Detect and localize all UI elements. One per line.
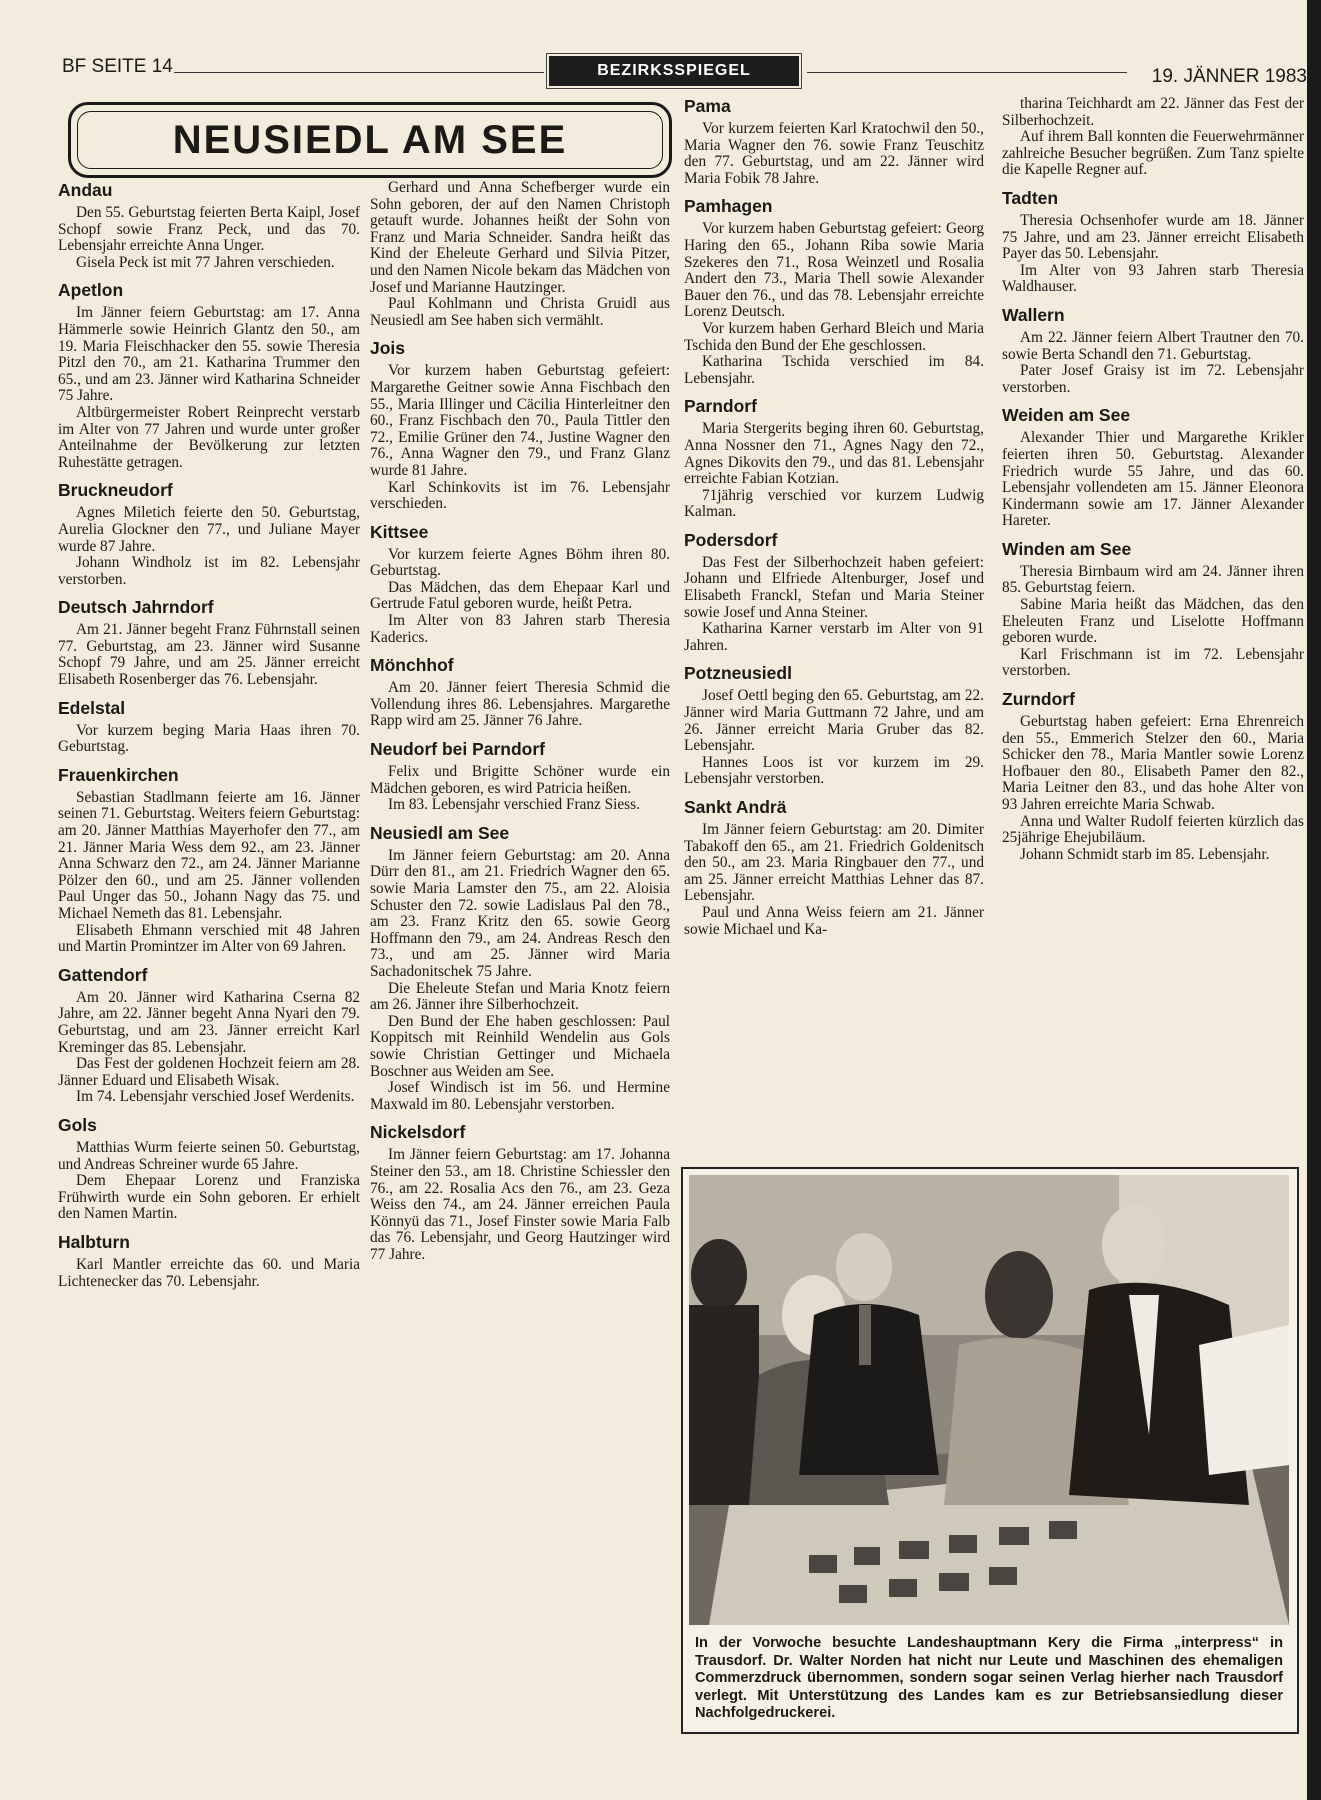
- column-2: [370, 180, 670, 1263]
- paragraph: Vor kurzem haben Gerhard Bleich und Maria Tschida den Bund der Ehe geschlossen.: [684, 319, 984, 354]
- section-banner: BEZIRKSSPIEGEL: [549, 56, 799, 86]
- paragraph: Vor kurzem feierten Karl Kratochwil den 50., Maria Wagner den 76. sowie Franz Teuschitz den 77. Geburtstag, und am 22. Jänner wird Maria Fobik 78 Jahre.: [684, 120, 984, 187]
- section-heading: Apetlon: [58, 280, 124, 301]
- paragraph: Am 20. Jänner feiert Theresia Schmid die Vollendung ihres 86. Lebensjahres. Margarethe Rapp wird am 25. Jänner 76 Jahre.: [370, 679, 670, 730]
- photo-illustration: [689, 1175, 1289, 1625]
- column-1: [58, 180, 360, 1290]
- paragraph: Vor kurzem haben Geburtstag gefeiert: Georg Haring den 65., Johann Riba sowie Maria Szekeres den 71., Rosa Weinzetl und Rosalia Andert den 73., Maria Thell sowie Alexander Bauer den 76., und das 78. Lebensjahr erreichte Lorenz Deutsch.: [684, 220, 984, 321]
- header-rule-right: [807, 72, 1127, 73]
- paragraph: Hannes Loos ist vor kurzem im 29. Lebensjahr verstorben.: [684, 753, 984, 788]
- paragraph: Auf ihrem Ball konnten die Feuerwehrmänner zahlreiche Besucher begrüßen. Zum Tanz spielte die Kapelle Regner auf.: [1002, 128, 1304, 179]
- paragraph: Alexander Thier und Margarethe Krikler feierten ihren 50. Geburtstag. Alexander Friedrich wurde 55 Jahre, und das 60. Lebensjahr vollendeten am 15. Jänner Eleonora Kindermann sowie am 17. Jänner Alexander Hareter.: [1002, 429, 1304, 530]
- article-section: [370, 739, 670, 814]
- paragraph: 71jährig verschied vor kurzem Ludwig Kalman.: [684, 486, 984, 521]
- article-section: [1002, 539, 1304, 680]
- article-section: [58, 180, 360, 271]
- paragraph: Karl Schinkovits ist im 76. Lebensjahr verschieden.: [370, 478, 670, 513]
- article-section: [58, 965, 360, 1106]
- section-heading: Winden am See: [1002, 538, 1132, 559]
- section-heading: Jois: [370, 338, 406, 359]
- paragraph: tharina Teichhardt am 22. Jänner das Fest der Silberhochzeit.: [1002, 95, 1304, 129]
- district-title-box: [68, 102, 672, 178]
- column-3: [684, 96, 984, 938]
- paragraph: Geburtstag haben gefeiert: Erna Ehrenreich den 55., Emmerich Stelzer den 60., Maria Schicker den 78., Maria Mantler sowie Lorenz Hofbauer den 80., Elisabeth Pamer den 82., Maria Leitner den 83., und das hohe Alter von 93 Jahren erreichte Maria Schwab.: [1002, 713, 1304, 813]
- paragraph: Maria Stergerits beging ihren 60. Geburtstag, Anna Nossner den 71., Agnes Nagy den 72., Agnes Dikovits den 79., und das 81. Lebensjahr erreichte Fabian Kotzian.: [684, 420, 984, 488]
- article-section: [58, 280, 360, 471]
- article-section: [684, 396, 984, 521]
- article-section: [684, 530, 984, 655]
- section-heading: Tadten: [1002, 187, 1059, 208]
- article-section: [1002, 689, 1304, 863]
- article-section: [1002, 405, 1304, 530]
- paragraph: Agnes Miletich feierte den 50. Geburtstag, Aurelia Glockner den 77., und Juliane Mayer wurde 87 Jahre.: [58, 504, 360, 555]
- article-section: [370, 522, 670, 647]
- paragraph: Paul Kohlmann und Christa Gruidl aus Neusiedl am See haben sich vermählt.: [370, 295, 670, 329]
- photo-box: [681, 1167, 1299, 1734]
- paragraph: Katharina Karner verstarb im Alter von 91 Jahren.: [684, 620, 984, 654]
- article-section: [370, 180, 670, 329]
- section-heading: Sankt Andrä: [684, 797, 787, 817]
- section-heading: Frauenkirchen: [58, 764, 179, 785]
- district-title: NEUSIEDL AM SEE: [77, 111, 663, 169]
- article-section: [684, 196, 984, 387]
- section-heading: Parndorf: [684, 396, 757, 417]
- article-section: [58, 1115, 360, 1223]
- issue-date: 19. JÄNNER 1983: [1151, 66, 1307, 87]
- article-section: [684, 96, 984, 187]
- paragraph: Matthias Wurm feierte seinen 50. Geburtstag, und Andreas Schreiner wurde 65 Jahre.: [58, 1138, 360, 1173]
- paragraph: Pater Josef Graisy ist im 72. Lebensjahr verstorben.: [1002, 362, 1304, 396]
- paragraph: Das Mädchen, das dem Ehepaar Karl und Gertrude Fatul geboren wurde, heißt Petra.: [370, 578, 670, 613]
- article-section: [370, 823, 670, 1114]
- photo-caption: In der Vorwoche besuchte Landeshauptmann Kery die Firma „interpress“ in Trausdorf. Dr. Walter Norden hat nicht nur Leute und Maschinen des ehemaligen Commerzdruck übernommen, sondern sogar seinen Verlag hierher nach Trausdorf verlegt. Mit Unterstützung des Landes kam es zur Betriebsansiedlung dieser Nachfolgedruckerei.: [695, 1635, 1283, 1721]
- section-heading: Halbturn: [58, 1231, 130, 1252]
- section-heading: Podersdorf: [684, 529, 778, 550]
- paragraph: Elisabeth Ehmann verschied mit 48 Jahren und Martin Promintzer im Alter von 69 Jahren.: [58, 921, 360, 956]
- paragraph: Anna und Walter Rudolf feierten kürzlich das 25jährige Ehejubiläum.: [1002, 812, 1304, 847]
- article-section: [58, 597, 360, 688]
- section-heading: Neudorf bei Parndorf: [370, 739, 546, 760]
- paragraph: Das Fest der goldenen Hochzeit feiern am 28. Jänner Eduard und Elisabeth Wisak.: [58, 1055, 360, 1089]
- article-section: [370, 1122, 670, 1263]
- header-rule-left: [174, 72, 544, 73]
- section-heading: Bruckneudorf: [58, 480, 173, 501]
- paragraph: Im Jänner feiern Geburtstag: am 20. Dimiter Tabakoff den 65., am 21. Friedrich Goldenitsch den 50., am 23. Maria Ringbauer den 77., und am 25. Jänner erreicht Matthias Lehner das 87. Lebensjahr.: [684, 821, 984, 905]
- section-heading: Zurndorf: [1002, 689, 1075, 710]
- section-heading: Gols: [58, 1114, 97, 1135]
- section-heading: Gattendorf: [58, 964, 148, 985]
- paragraph: Dem Ehepaar Lorenz und Franziska Frühwirth wurde ein Sohn geboren. Er erhielt den Namen Martin.: [58, 1172, 360, 1223]
- paragraph: Theresia Birnbaum wird am 24. Jänner ihren 85. Geburtstag feiern.: [1002, 562, 1304, 597]
- paragraph: Am 21. Jänner begeht Franz Führnstall seinen 77. Geburtstag, am 23. Jänner wird Susanne Schopf 79 Jahre, und am 25. Jänner erreicht Elisabeth Rosenberger das 76. Lebensjahr.: [58, 621, 360, 689]
- paragraph: Die Eheleute Stefan und Maria Knotz feiern am 26. Jänner ihre Silberhochzeit.: [370, 979, 670, 1014]
- paragraph: Den Bund der Ehe haben geschlossen: Paul Koppitsch mit Reinhild Wendelin aus Gols sowie Christian Gettinger und Michaela Boschner aus Weiden am See.: [370, 1012, 670, 1080]
- article-section: [684, 797, 984, 938]
- article-section: [684, 663, 984, 788]
- section-heading: Potzneusiedl: [684, 663, 792, 684]
- paragraph: Am 20. Jänner wird Katharina Cserna 82 Jahre, am 22. Jänner begeht Anna Nyari den 79. Geburtstag, und am 23. Jänner erreicht Karl Kreminger das 85. Lebensjahr.: [58, 988, 360, 1056]
- section-heading: Weiden am See: [1002, 405, 1131, 426]
- article-section: [370, 338, 670, 512]
- paragraph: Im Jänner feiern Geburtstag: am 17. Johanna Steiner den 53., am 18. Christine Schiessler den 76., am 22. Rosalia Acs den 76., am 23. Geza Weiss den 74., am 24. Jänner erreichen Paula Könnyü das 71., Josef Finster sowie Maria Falb das 76. Lebensjahr, und Georg Hautzinger wird 77 Jahre.: [370, 1146, 670, 1263]
- page-header: [62, 56, 1307, 88]
- section-heading: Kittsee: [370, 521, 429, 542]
- paragraph: Vor kurzem haben Geburtstag gefeiert: Margarethe Geitner sowie Anna Fischbach den 55., Maria Illinger und Cäcilia Hinterleitner den 60., Franz Fischbach den 70., Paula Tittler den 72., Emilie Grüner den 74., Justine Wagner den 76., Anna Wagner den 79., und Franz Glanz wurde 81 Jahre.: [370, 362, 670, 479]
- article-section: [370, 655, 670, 730]
- article-section: [1002, 305, 1304, 396]
- paragraph: Sabine Maria heißt das Mädchen, das den Eheleuten Franz und Liselotte Hoffmann geboren wurde.: [1002, 596, 1304, 647]
- paragraph: Gisela Peck ist mit 77 Jahren verschieden.: [76, 253, 335, 271]
- paragraph: Im Jänner feiern Geburtstag: am 17. Anna Hämmerle sowie Heinrich Glantz den 50., am 19. Maria Fleischhacker den 55. sowie Theresia Pitzl den 70., am 21. Katharina Trummer den 65., und am 23. Jänner wird Katharina Schneider 75 Jahre.: [58, 304, 360, 405]
- paragraph: Josef Oettl beging den 65. Geburtstag, am 22. Jänner wird Maria Guttmann 72 Jahre, und am 26. Jänner erreicht Maria Gruber das 82. Lebensjahr.: [684, 687, 984, 755]
- paragraph: Johann Schmidt starb im 85. Lebensjahr.: [1020, 845, 1270, 863]
- paragraph: Johann Windholz ist im 82. Lebensjahr verstorben.: [58, 554, 360, 588]
- section-heading: Pama: [684, 96, 731, 116]
- paragraph: Vor kurzem beging Maria Haas ihren 70. Geburtstag.: [58, 721, 360, 756]
- paragraph: Paul und Anna Weiss feiern am 21. Jänner sowie Michael und Ka-: [684, 903, 984, 938]
- paragraph: Den 55. Geburtstag feierten Berta Kaipl, Josef Schopf sowie Franz Peck, und das 70. Lebensjahr erreichte Anna Unger.: [58, 204, 360, 255]
- paragraph: Im Jänner feiern Geburtstag: am 20. Anna Dürr den 81., am 21. Friedrich Wagner den 65. sowie Maria Lamster den 75., am 22. Aloisia Schuster den 72. sowie Ladislaus Pal den 78., am 23. Franz Kritz den 65. sowie Georg Hoffmann den 79., am 24. Andreas Resch den 73., und am 25. Jänner wird Maria Sachadonitschek 75 Jahre.: [370, 846, 670, 980]
- paragraph: Im 83. Lebensjahr verschied Franz Siess.: [388, 796, 640, 814]
- scan-edge: [1307, 0, 1321, 1800]
- paragraph: Im 74. Lebensjahr verschied Josef Werdenits.: [76, 1088, 355, 1106]
- article-section: [58, 765, 360, 956]
- news-photo: [689, 1175, 1289, 1625]
- article-section: [58, 1232, 360, 1290]
- paragraph: Felix und Brigitte Schöner wurde ein Mädchen geboren, es wird Patricia heißen.: [370, 763, 670, 797]
- paragraph: Im Alter von 83 Jahren starb Theresia Kaderics.: [370, 612, 670, 646]
- paragraph: Karl Mantler erreichte das 60. und Maria Lichtenecker das 70. Lebensjahr.: [58, 1255, 360, 1290]
- paragraph: Am 22. Jänner feiern Albert Trautner den 70. sowie Berta Schandl den 71. Geburtstag.: [1002, 328, 1304, 363]
- paragraph: Vor kurzem feierte Agnes Böhm ihren 80. Geburtstag.: [370, 545, 670, 580]
- article-section: [58, 698, 360, 756]
- article-section: [58, 480, 360, 588]
- paragraph: Gerhard und Anna Schefberger wurde ein Sohn geboren, der auf den Namen Christoph getauft wurde. Johannes heißt der Sohn von Franz und Maria Schneider. Sandra heißt das Kind der Eheleute Gerhard und Silvia Pitzer, und den Namen Nicole bekam das Mädchen von Josef und Marianne Hautzinger.: [370, 179, 670, 296]
- section-heading: Wallern: [1002, 304, 1065, 325]
- section-heading: Pamhagen: [684, 196, 773, 217]
- section-heading: Neusiedl am See: [370, 822, 510, 843]
- section-heading: Andau: [58, 180, 113, 200]
- paragraph: Im Alter von 93 Jahren starb Theresia Waldhauser.: [1002, 261, 1304, 296]
- paragraph: Josef Windisch ist im 56. und Hermine Maxwald im 80. Lebensjahr verstorben.: [370, 1079, 670, 1113]
- section-heading: Edelstal: [58, 697, 126, 718]
- section-heading: Mönchhof: [370, 655, 454, 676]
- paragraph: Altbürgermeister Robert Reinprecht verstarb im Alter von 77 Jahren und wurde unter großer Anteilnahme der Bevölkerung zur letzten Ruhestätte getragen.: [58, 403, 360, 471]
- paragraph: Sebastian Stadlmann feierte am 16. Jänner seinen 71. Geburtstag. Weiters feiern Geburtstag: am 20. Jänner Matthias Mayerhofer den 77., am 21. Jänner Maria Wess dem 92., am 23. Jänner Anna Schwarz den 72., am 24. Jänner Marianne Pölzer den 60., und am 25. Jänner vollenden Paul Unger das 50., Johann Nagy das 75. und Michael Nemeth das 81. Lebensjahr.: [58, 788, 360, 922]
- section-heading: Deutsch Jahrndorf: [58, 597, 214, 618]
- paragraph: Theresia Ochsenhofer wurde am 18. Jänner 75 Jahre, und am 23. Jänner erreicht Elisabeth Payer das 50. Lebensjahr.: [1002, 211, 1304, 263]
- section-heading: Nickelsdorf: [370, 1122, 466, 1143]
- page-number: BF SEITE 14: [62, 56, 173, 77]
- paragraph: Katharina Tschida verschied im 84. Lebensjahr.: [684, 353, 984, 387]
- paragraph: Karl Frischmann ist im 72. Lebensjahr verstorben.: [1002, 645, 1304, 680]
- column-4: [1002, 96, 1304, 863]
- paragraph: Das Fest der Silberhochzeit haben gefeiert: Johann und Elfriede Altenburger, Josef und Elisabeth Franckl, Stefan und Maria Steiner sowie Josef und Anna Steiner.: [684, 553, 984, 621]
- article-section: [1002, 188, 1304, 296]
- article-section: [1002, 96, 1304, 179]
